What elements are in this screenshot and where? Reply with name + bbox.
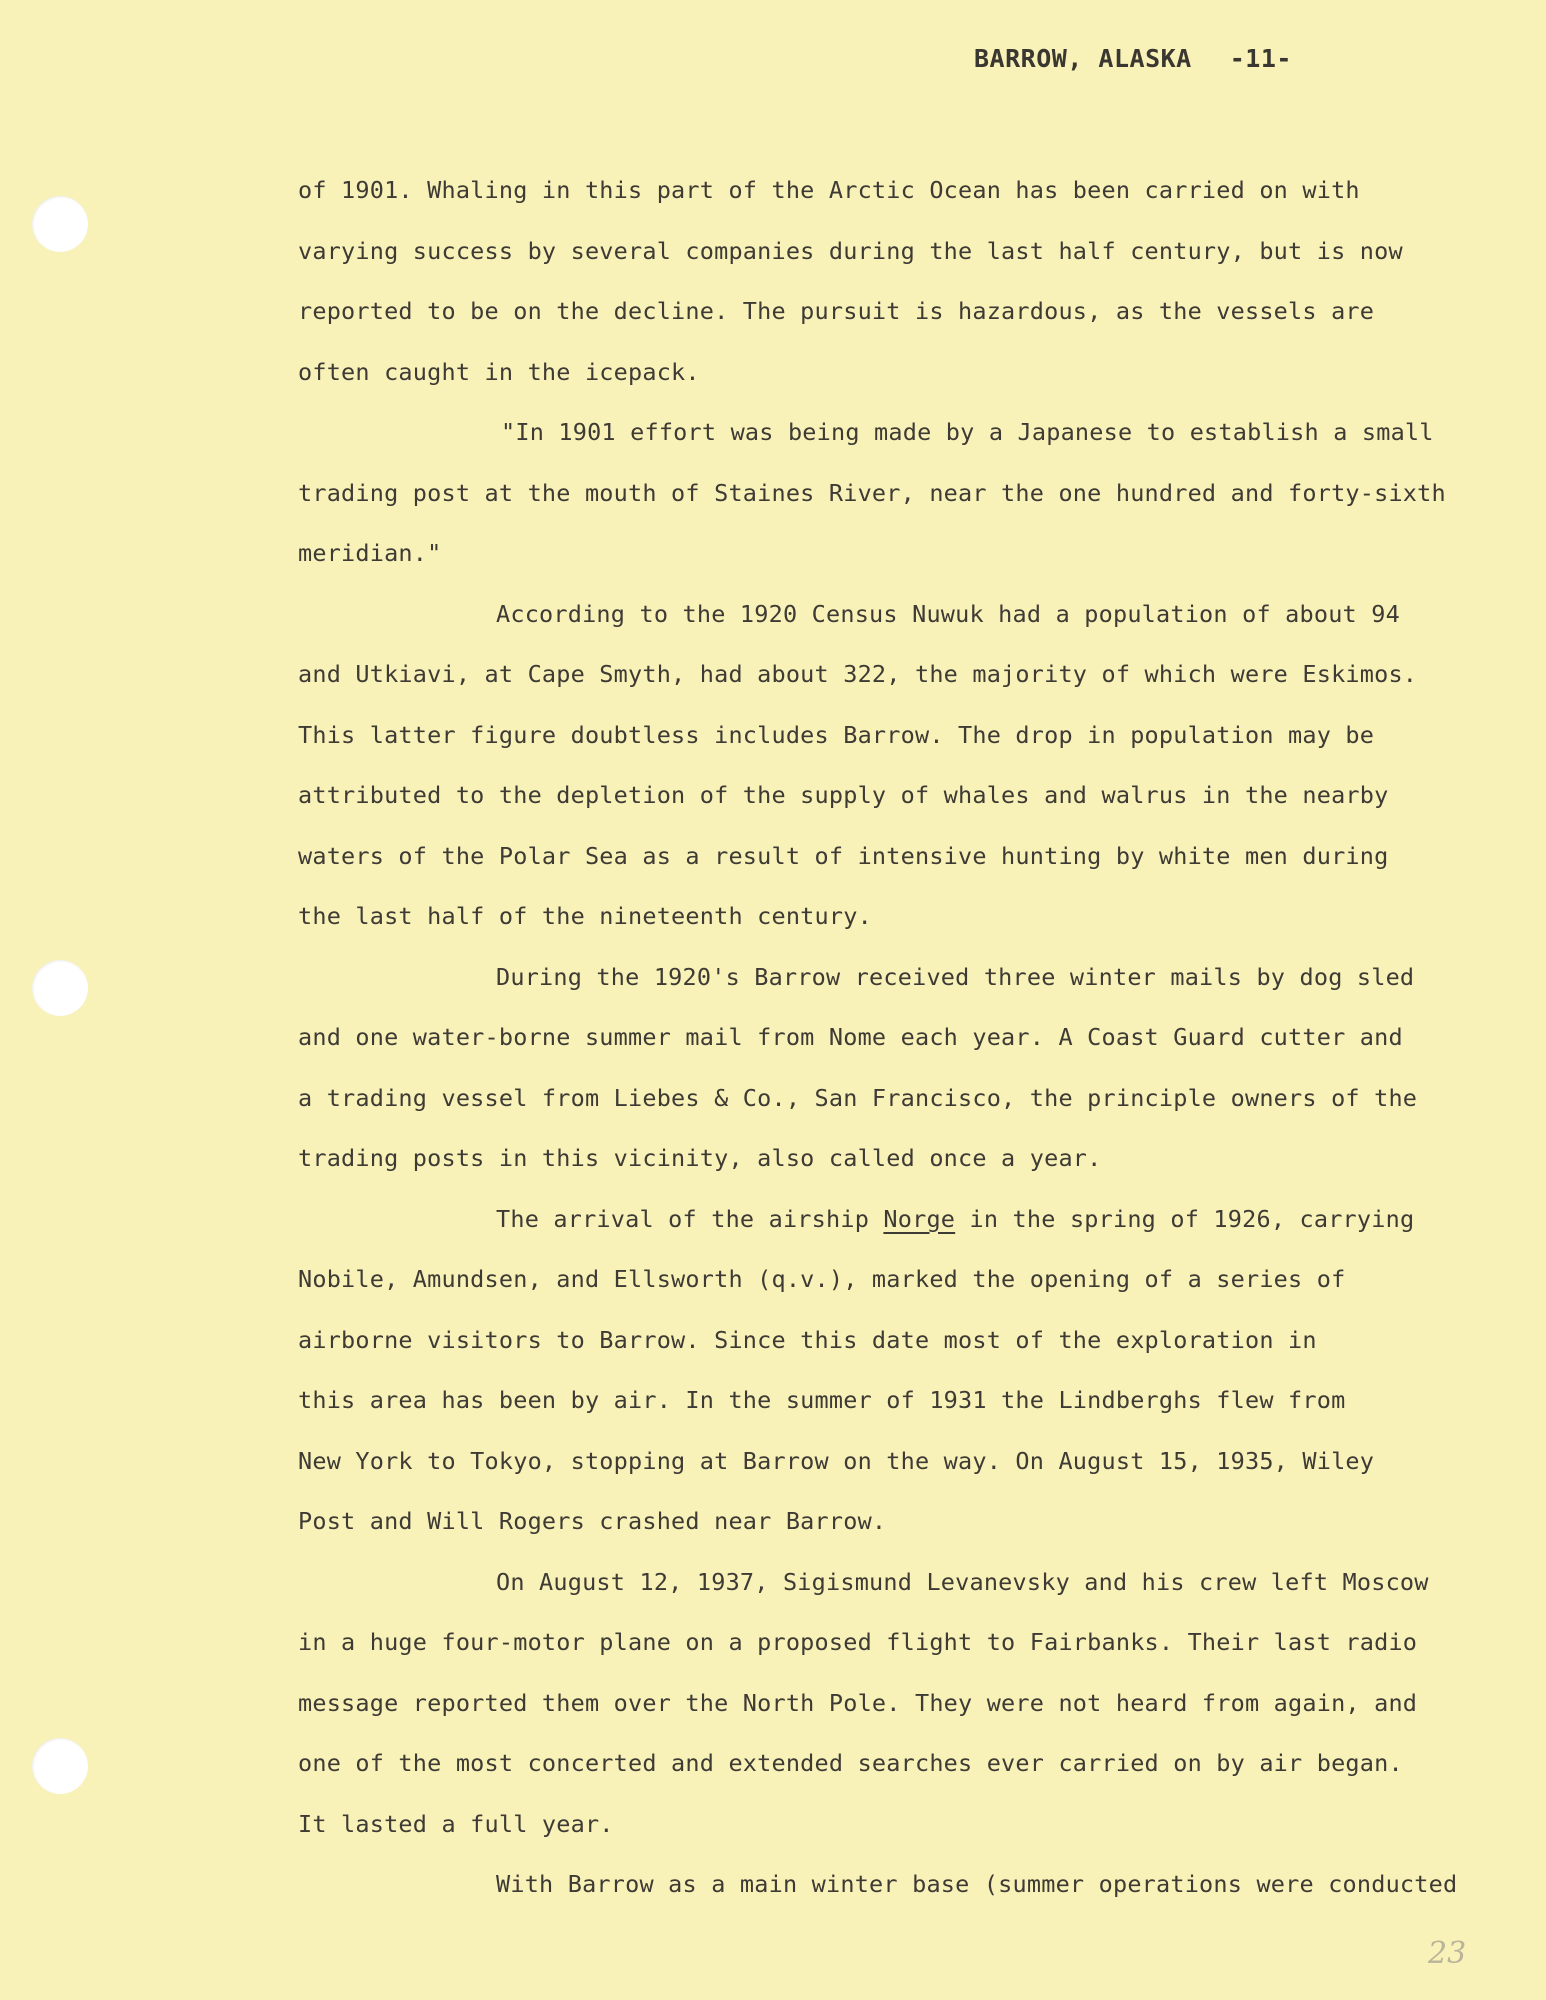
text-line: one of the most concerted and extended searches ever carried on by air began. — [298, 1749, 1403, 1777]
punch-hole-bottom — [32, 1738, 88, 1794]
text-line: attributed to the depletion of the supply of whales and walrus in the nearby — [298, 781, 1389, 809]
text-line: the last half of the nineteenth century. — [298, 902, 872, 930]
text-line: airborne visitors to Barrow. Since this date most of the exploration in — [298, 1325, 1317, 1354]
header-page-number: -11- — [1229, 44, 1292, 73]
text-line: reported to be on the decline. The pursuit is hazardous, as the vessels are — [298, 297, 1375, 325]
text-line: On August 12, 1937, Sigismund Levanevsky and his crew left Moscow — [496, 1567, 1429, 1596]
header-title: BARROW, ALASKA — [974, 44, 1192, 73]
text-line: According to the 1920 Census Nuwuk had a population of about 94 — [496, 599, 1400, 628]
text-line: "In 1901 effort was being made by a Japanese to establish a small — [501, 418, 1434, 446]
text-line: often caught in the icepack. — [298, 357, 700, 386]
text-segment: The arrival of the airship — [496, 1204, 884, 1233]
text-line: waters of the Polar Sea as a result of intensive hunting by white men during — [298, 841, 1389, 870]
text-line: and Utkiavi, at Cape Smyth, had about 322, the majority of which were Eskimos. — [298, 660, 1418, 688]
paragraph — [298, 160, 1538, 402]
text-line: trading posts in this vicinity, also called once a year. — [298, 1144, 1102, 1172]
folio-number: 23 — [1428, 1936, 1467, 1971]
text-line: varying success by several companies during the last half century, but is now — [298, 236, 1403, 265]
punch-hole-top — [32, 196, 88, 252]
text-line: This latter figure doubtless includes Barrow. The drop in population may be — [298, 720, 1375, 749]
text-line: meridian." — [298, 539, 442, 567]
text-line: and one water-borne summer mail from Nome each year. A Coast Guard cutter and — [298, 1023, 1403, 1051]
text-line: a trading vessel from Liebes & Co., San Francisco, the principle owners of the — [298, 1083, 1418, 1112]
text-line: trading post at the mouth of Staines River, near the one hundred and forty-sixth — [298, 478, 1446, 507]
paragraph — [298, 402, 1538, 584]
text-line: Post and Will Rogers crashed near Barrow. — [298, 1507, 887, 1535]
text-line: During the 1920's Barrow received three winter mails by dog sled — [496, 962, 1415, 991]
text-line: in a huge four-motor plane on a proposed flight to Fairbanks. Their last radio — [298, 1628, 1418, 1656]
paragraph — [298, 1552, 1538, 1855]
text-line: It lasted a full year. — [298, 1809, 614, 1838]
paragraph — [298, 1854, 1538, 1915]
text-line: Nobile, Amundsen, and Ellsworth (q.v.), marked the opening of a series of — [298, 1265, 1346, 1293]
paragraph — [298, 947, 1538, 1189]
text-line: this area has been by air. In the summer of 1931 the Lindberghs flew from — [298, 1386, 1346, 1414]
airship-name: Norge — [883, 1204, 956, 1233]
text-line: of 1901. Whaling in this part of the Arctic Ocean has been carried on with — [298, 176, 1360, 204]
paragraph — [298, 1189, 1538, 1552]
body-text — [298, 160, 1538, 1915]
text-line: With Barrow as a main winter base (summer operations were conducted — [496, 1870, 1458, 1898]
paragraph — [298, 584, 1538, 947]
text-line: message reported them over the North Pole. They were not heard from again, and — [298, 1688, 1418, 1717]
punch-hole-middle — [32, 960, 88, 1016]
text-segment: in the spring of 1926, carrying — [955, 1204, 1415, 1233]
text-line — [298, 1189, 1538, 1250]
text-line: New York to Tokyo, stopping at Barrow on the way. On August 15, 1935, Wiley — [298, 1446, 1375, 1475]
running-header — [974, 44, 1292, 73]
